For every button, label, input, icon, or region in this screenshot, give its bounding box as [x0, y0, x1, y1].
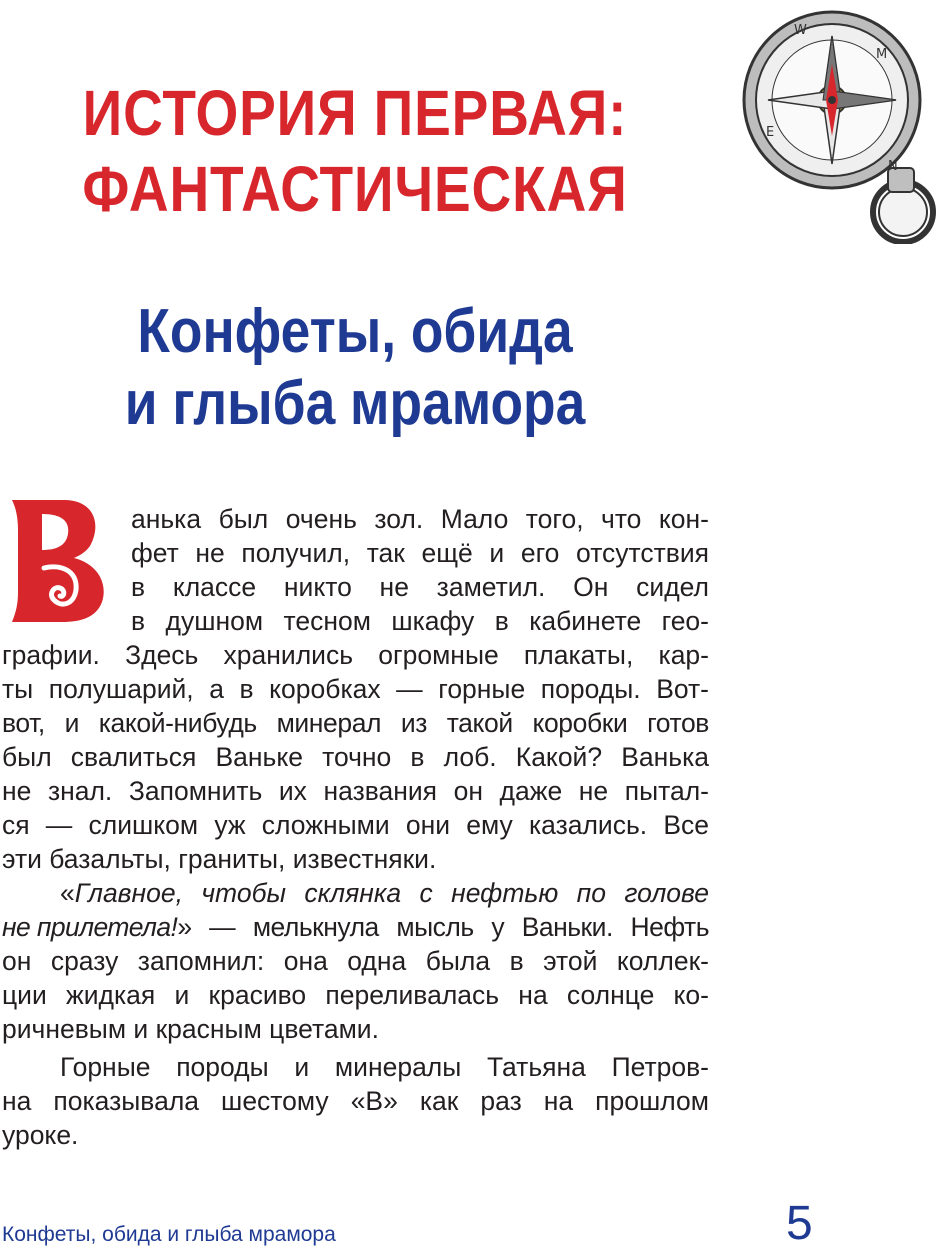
text-line: не знал. Запомнить их названия он даже не пытал- [2, 776, 709, 806]
running-footer-title: Конфеты, обида и глыба мрамора [2, 1223, 336, 1246]
text-line: ричневым и красным цветами. [2, 1014, 379, 1044]
compass-illustration [738, 6, 944, 244]
drop-cap-letter [4, 494, 108, 624]
chapter-heading-line-2: ФАНТАСТИЧЕСКАЯ [82, 153, 628, 225]
text-line: уроке. [2, 1120, 79, 1150]
quote-line-1 [60, 876, 709, 910]
text-line: был свалиться Ваньке точно в лоб. Какой? Ванька [2, 742, 709, 772]
quote-open: « [60, 878, 75, 908]
text-line: ции жидкая и красиво переливалась на солнце ко- [2, 980, 709, 1010]
text-line: в душном тесном шкафу в кабинете гео- [131, 606, 709, 636]
text-line: эти базальты, граниты, известняки. [2, 844, 437, 874]
text-line: графии. Здесь хранились огромные плакаты, кар- [2, 640, 709, 670]
text-line: ся — слишком уж сложными они ему казались. Все [2, 810, 709, 840]
quote-rest: » — мелькнула мысль у Ваньки. Нефть [177, 912, 709, 942]
text-line: в классе никто не заметил. Он сидел [131, 572, 709, 602]
quote-italic-1: Главное, чтобы склянка с нефтью по голове [74, 878, 709, 908]
compass-letter-n: N [888, 159, 898, 174]
text-line: Горные породы и минералы Татьяна Петров- [60, 1052, 709, 1082]
page-number: 5 [786, 1197, 813, 1250]
text-line: ты полушарий, а в коробках — горные породы. Вот- [2, 674, 709, 704]
quote-italic-2: не прилетела! [2, 912, 178, 942]
chapter-heading-line-1: ИСТОРИЯ ПЕРВАЯ: [82, 77, 628, 149]
text-line: на показывала шестому «В» как раз на прошлом [2, 1086, 709, 1116]
story-title-line-2: и глыба мрамора [124, 369, 586, 438]
text-line: анька был очень зол. Мало того, что кон- [131, 504, 709, 534]
compass-letter-w: W [794, 23, 807, 38]
compass-letter-e: E [766, 125, 775, 140]
text-line: фет не получил, так ещё и его отсутствия [131, 538, 709, 568]
compass-letter-m: M [876, 47, 888, 62]
quote-line-2 [2, 910, 709, 944]
text-line: он сразу запомнил: она одна была в этой коллек- [2, 946, 709, 976]
story-title-line-1: Конфеты, обида [137, 297, 573, 366]
text-line: вот, и какой-нибудь минерал из такой коробки готов [2, 708, 709, 738]
